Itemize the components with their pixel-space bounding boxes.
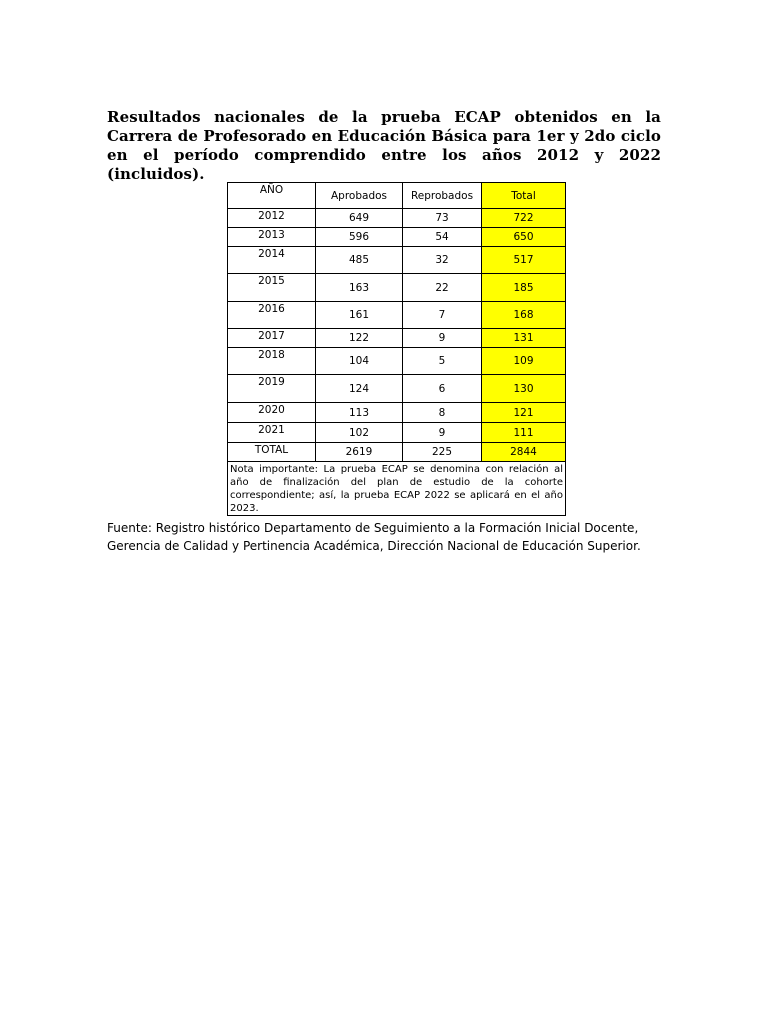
- approved-cell: 102: [316, 423, 403, 443]
- table-row: [228, 302, 566, 329]
- failed-cell: 32: [403, 247, 482, 274]
- total-cell: 130: [482, 375, 566, 403]
- year-cell: 2015: [228, 274, 316, 302]
- source-note: Fuente: Registro histórico Departamento de Seguimiento a la Formación Inicial Docente, Gerencia de Calidad y Pertinencia Académica, Dirección Nacional de Educación Superior.: [107, 521, 641, 553]
- table-row: [228, 228, 566, 247]
- total-cell: 517: [482, 247, 566, 274]
- total-cell: 185: [482, 274, 566, 302]
- approved-cell: 104: [316, 348, 403, 375]
- approved-cell: 161: [316, 302, 403, 329]
- approved-cell: 485: [316, 247, 403, 274]
- year-cell: 2021: [228, 423, 316, 443]
- table-header-row: [228, 183, 566, 209]
- approved-cell: 163: [316, 274, 403, 302]
- table-row: [228, 375, 566, 403]
- failed-cell: 54: [403, 228, 482, 247]
- failed-cell: 6: [403, 375, 482, 403]
- totals-label: TOTAL: [228, 443, 316, 462]
- failed-cell: 5: [403, 348, 482, 375]
- failed-cell: 7: [403, 302, 482, 329]
- header-failed: Reprobados: [403, 183, 482, 209]
- table-row: [228, 423, 566, 443]
- total-cell: 722: [482, 209, 566, 228]
- failed-cell: 22: [403, 274, 482, 302]
- note-row: [228, 462, 566, 516]
- year-cell: 2013: [228, 228, 316, 247]
- table-row: [228, 403, 566, 423]
- year-cell: 2017: [228, 329, 316, 348]
- year-cell: 2018: [228, 348, 316, 375]
- totals-failed: 225: [403, 443, 482, 462]
- failed-cell: 9: [403, 423, 482, 443]
- total-cell: 168: [482, 302, 566, 329]
- table-row: [228, 348, 566, 375]
- total-cell: 121: [482, 403, 566, 423]
- approved-cell: 596: [316, 228, 403, 247]
- year-cell: 2012: [228, 209, 316, 228]
- important-note: Nota importante: La prueba ECAP se denomina con relación al año de finalización del plan de estudio de la cohorte correspondiente; así, la prueba ECAP 2022 se aplicará en el año 2023.: [228, 462, 566, 516]
- total-cell: 109: [482, 348, 566, 375]
- table-row: [228, 209, 566, 228]
- table-row: [228, 247, 566, 274]
- year-cell: 2020: [228, 403, 316, 423]
- approved-cell: 649: [316, 209, 403, 228]
- failed-cell: 9: [403, 329, 482, 348]
- header-total: Total: [482, 183, 566, 209]
- year-cell: 2019: [228, 375, 316, 403]
- table-row: [228, 274, 566, 302]
- approved-cell: 113: [316, 403, 403, 423]
- total-cell: 650: [482, 228, 566, 247]
- header-year: AÑO: [228, 183, 316, 209]
- totals-total: 2844: [482, 443, 566, 462]
- year-cell: 2014: [228, 247, 316, 274]
- results-table: [227, 182, 566, 516]
- year-cell: 2016: [228, 302, 316, 329]
- approved-cell: 124: [316, 375, 403, 403]
- failed-cell: 8: [403, 403, 482, 423]
- approved-cell: 122: [316, 329, 403, 348]
- totals-approved: 2619: [316, 443, 403, 462]
- totals-row: [228, 443, 566, 462]
- total-cell: 131: [482, 329, 566, 348]
- failed-cell: 73: [403, 209, 482, 228]
- table-row: [228, 329, 566, 348]
- total-cell: 111: [482, 423, 566, 443]
- header-approved: Aprobados: [316, 183, 403, 209]
- page-title: Resultados nacionales de la prueba ECAP obtenidos en la Carrera de Profesorado en Educación Básica para 1er y 2do ciclo en el período comprendido entre los años 2012 y 2022 (incluidos).: [107, 108, 661, 183]
